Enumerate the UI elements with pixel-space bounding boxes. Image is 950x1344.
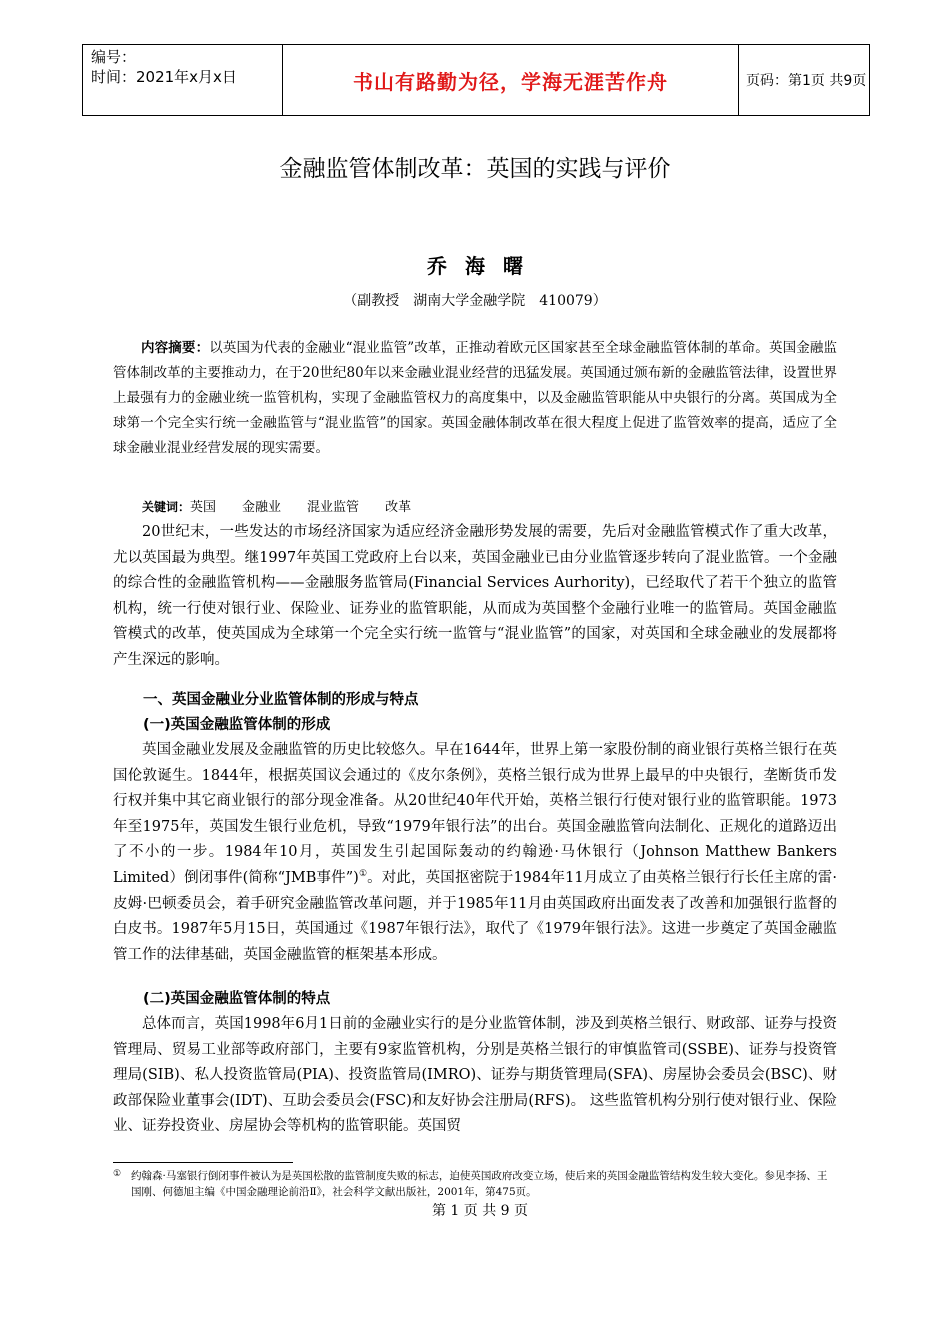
page-title: 金融监管体制改革：英国的实践与评价 (279, 156, 671, 182)
intro-paragraph: 20世纪末，一些发达的市场经济国家为适应经济金融形势发展的需要，先后对金融监管模式作了重大改革，尤以英国最为典型。继1997年英国工党政府上台以来，英国金融业已由分业监管逐步转向了混业监管。一个金融的综合性的金融监管机构——金融服务监管局(Financial Services Aurhority)，已经取代了若干个独立的监管机构，统一行使对银行业、保险业、证券业的监管职能，从而成为英国整个金融行业唯一的监管局。英国金融监管模式的改革，使英国成为全球第一个完全实行统一监管与“混业监管”的国家，对英国和全球金融业的发展都将产生深远的影响。 (113, 524, 837, 668)
number-label: 编号： (91, 48, 137, 66)
footnote-ref: ① (358, 869, 368, 880)
keywords-label: 关键词： (142, 500, 191, 514)
subsection-heading: (一)英国金融监管体制的形成 (143, 717, 331, 733)
author: 乔海曙 (427, 254, 541, 278)
keyword: 改革 (385, 500, 412, 515)
footnote (113, 1168, 837, 1200)
body-text: 英国金融业发展及金融监管的历史比较悠久。早在1644年，世界上第一家股份制的商业银行英格兰银行在英国伦敦诞生。1844年，根据英国议会通过的《皮尔条例》，英格兰银行成为世界上最早的中央银行，垄断货币发行权并集中其它商业银行的部分现金准备。从20世纪40年代开始，英格兰银行行使对银行业的监管职能。1973年至1975年，英国发生银行业危机，导致“1979年银行法”的出台。英国金融监管向法制化、正规化的道路迈出了不小的一步。1984年10月，英国发生引起国际轰动的约翰逊·马休银行（Johnson Matthew Bankers Limited）倒闭事件(简称“JMB事件”) (113, 742, 837, 886)
header-meta-cell (83, 45, 283, 115)
footnote-mark: ① (113, 1169, 122, 1179)
footnote-text: 约翰森·马塞银行倒闭事件被认为是英国松散的监管制度失败的标志，迫使英国政府改变立场，使后来的英国金融监管结构发生较大变化。参见李扬、王国刚、何德旭主编《中国金融理论前沿Ⅱ》，社会科学文献出版社，2001年，第475页。 (131, 1170, 828, 1198)
page-info: 页码：第1页 共9页 (746, 73, 867, 89)
keyword: 混业监管 (307, 500, 360, 515)
keyword: 英国 (190, 500, 217, 515)
keywords (142, 496, 437, 515)
abstract (113, 336, 837, 461)
section-heading: 一、英国金融业分业监管体制的形成与特点 (143, 692, 419, 708)
body-paragraph (113, 738, 837, 968)
abstract-label: 内容摘要： (141, 340, 210, 356)
page-footer: 第 1 页 共 9 页 (431, 1203, 529, 1219)
keyword: 金融业 (242, 500, 282, 515)
subsection-heading: (二)英国金融监管体制的特点 (143, 991, 331, 1007)
body-paragraph: 总体而言，英国1998年6月1日前的金融业实行的是分业监管体制，涉及到英格兰银行、财政部、证券与投资管理局、贸易工业部等政府部门，主要有9家监管机构，分别是英格兰银行的审慎监管司(SSBE)、证券与投资管理局(SIB)、私人投资监管局(PIA)、投资监管局(IMRO)、证券与期货管理局(SFA)、房屋协会委员会(BSC)、财政部保险业董事会(IDT)、互助会委员会(FSC)和友好协会注册局(RFS)。 这些监管机构分别行使对银行业、保险业、证券投资业、房屋协会等机构的监管职能。英国贸 (113, 1016, 837, 1135)
time-label: 时间：2021年x月x日 (91, 68, 237, 86)
header-table (82, 44, 870, 116)
footnote-divider (113, 1162, 293, 1163)
motto: 书山有路勤为径，学海无涯苦作舟 (283, 45, 739, 115)
affiliation: （副教授 湖南大学金融学院 410079） (343, 293, 607, 309)
abstract-text: 以英国为代表的金融业“混业监管”改革，正推动着欧元区国家甚至全球金融监管体制的革命。英国金融监管体制改革的主要推动力，在于20世纪80年以来金融业混业经营的迅猛发展。英国通过颁布新的金融监管法律，设置世界上最强有力的金融业统一监管机构，实现了金融监管权力的高度集中，以及金融监管职能从中央银行的分离。英国成为全球第一个完全实行统一金融监管与“混业监管”的国家。英国金融体制改革在很大程度上促进了监管效率的提高，适应了全球金融业混业经营发展的现实需要。 (113, 340, 838, 456)
body-text: 。对此，英国抠密院于1984年11月成立了由英格兰银行行长任主席的雷·皮姆·巴顿委员会，着手研究金融监管改革问题，并于1985年11月由英国政府出面发表了改善和加强银行监督的白皮书。1987年5月15日，英国通过《1987年银行法》，取代了《1979年银行法》。这进一步奠定了英国金融监管工作的法律基础，英国金融监管的框架基本形成。 (113, 869, 837, 963)
